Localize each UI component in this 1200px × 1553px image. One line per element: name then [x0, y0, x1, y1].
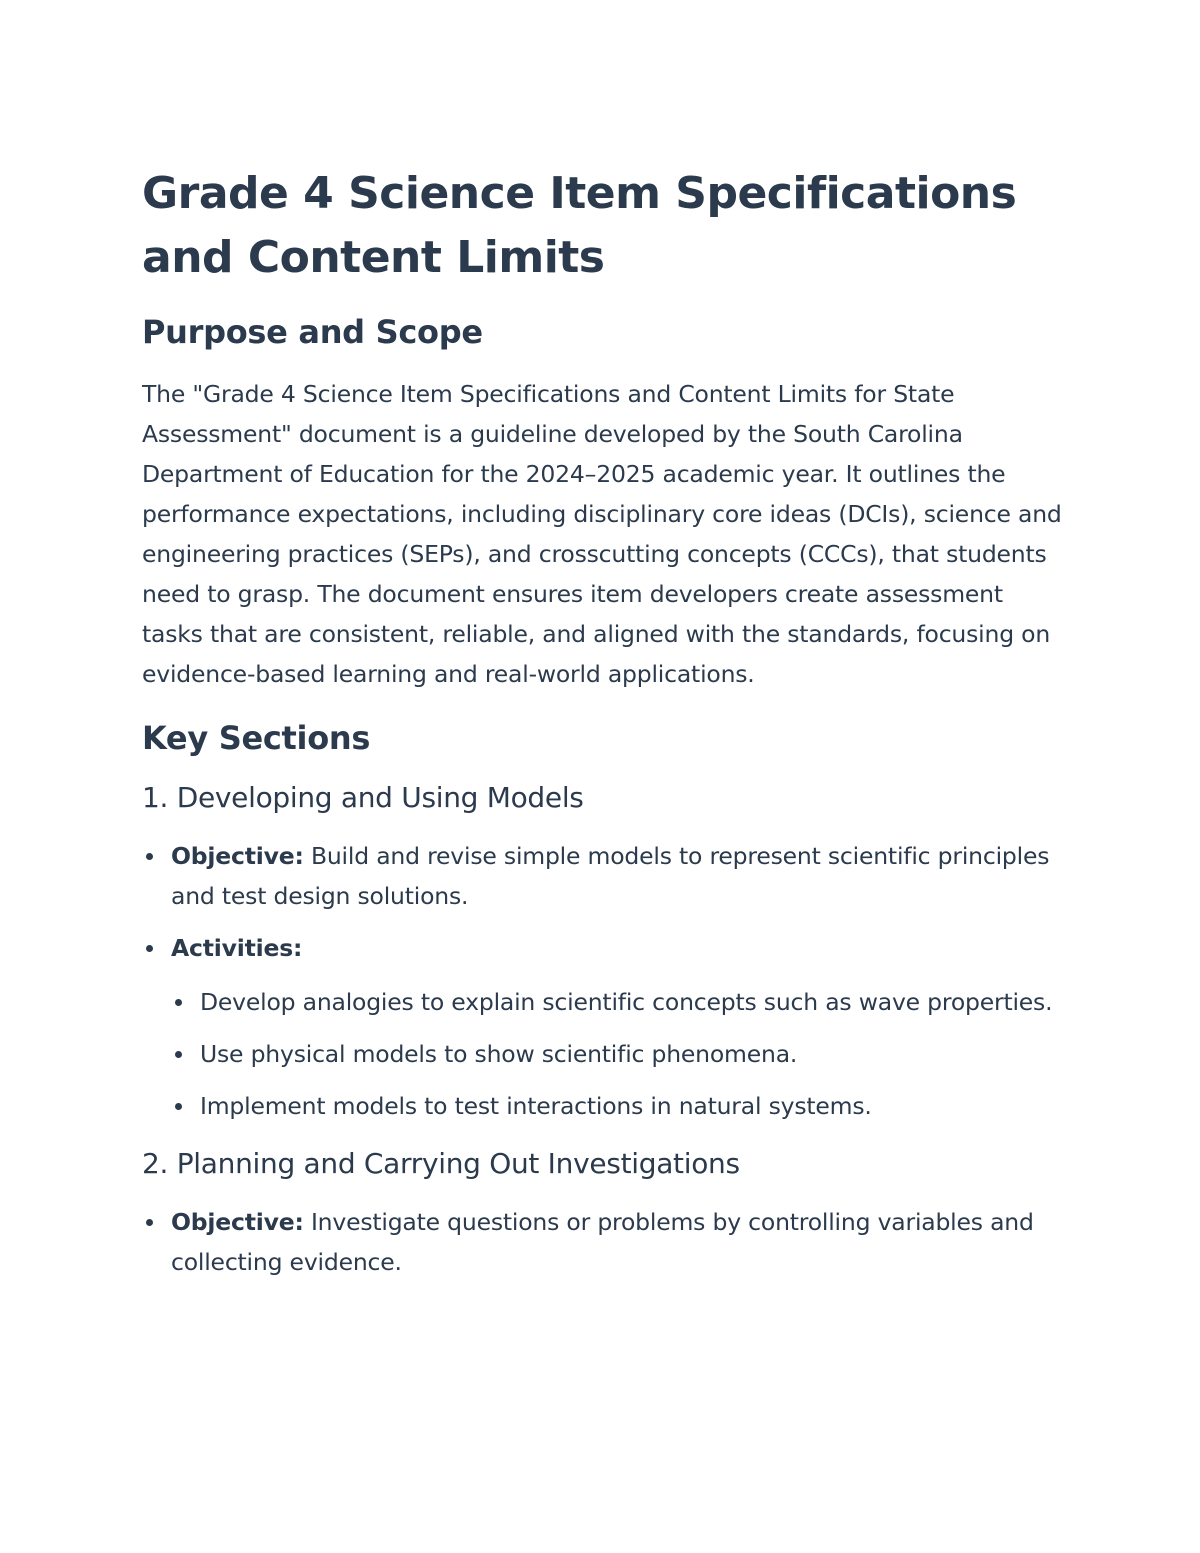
activities-label: Activities:: [171, 934, 303, 962]
bullet-icon: [146, 945, 153, 952]
objective-label: Objective:: [171, 842, 304, 870]
list-item-activity: [200, 1086, 1062, 1126]
objective-label: Objective:: [171, 1208, 304, 1236]
activity-text: Develop analogies to explain scientific concepts such as wave properties.: [200, 988, 1053, 1016]
section-heading-investigations: 2. Planning and Carrying Out Investigations: [142, 1147, 740, 1180]
list-item-activity: [200, 1034, 1062, 1074]
activities-list: [171, 982, 1062, 1126]
objective-text: Investigate questions or problems by controlling variables and collecting evidence.: [171, 1208, 1034, 1276]
purpose-heading: Purpose and Scope: [142, 313, 483, 351]
bullet-icon: [175, 999, 182, 1006]
bullet-icon: [146, 1219, 153, 1226]
section-models-list: [142, 836, 1062, 1126]
activity-text: Implement models to test interactions in natural systems.: [200, 1092, 872, 1120]
list-item-activities: [171, 928, 1062, 1126]
document-page: [142, 162, 1062, 1302]
document-title: Grade 4 Science Item Specifications and Content Limits: [142, 168, 1017, 283]
key-sections-heading: Key Sections: [142, 719, 371, 757]
bullet-icon: [175, 1051, 182, 1058]
bullet-icon: [175, 1103, 182, 1110]
objective-text: Build and revise simple models to represent scientific principles and test design solutions.: [171, 842, 1050, 910]
list-item-activity: [200, 982, 1062, 1022]
bullet-icon: [146, 853, 153, 860]
section-investigations-list: [142, 1202, 1062, 1282]
activity-text: Use physical models to show scientific phenomena.: [200, 1040, 798, 1068]
list-item-objective: [171, 836, 1062, 916]
section-heading-models: 1. Developing and Using Models: [142, 781, 584, 814]
list-item-objective: [171, 1202, 1062, 1282]
purpose-body: The "Grade 4 Science Item Specifications and Content Limits for State Assessment" document is a guideline developed by the South Carolina Department of Education for the 2024–2025 academic year. It outlines the performance expectations, including disciplinary core ideas (DCIs), science and engineering practices (SEPs), and crosscutting concepts (CCCs), that students need to grasp. The document ensures item developers create assessment tasks that are consistent, reliable, and aligned with the standards, focusing on evidence-based learning and real-world applications.: [142, 380, 1062, 688]
